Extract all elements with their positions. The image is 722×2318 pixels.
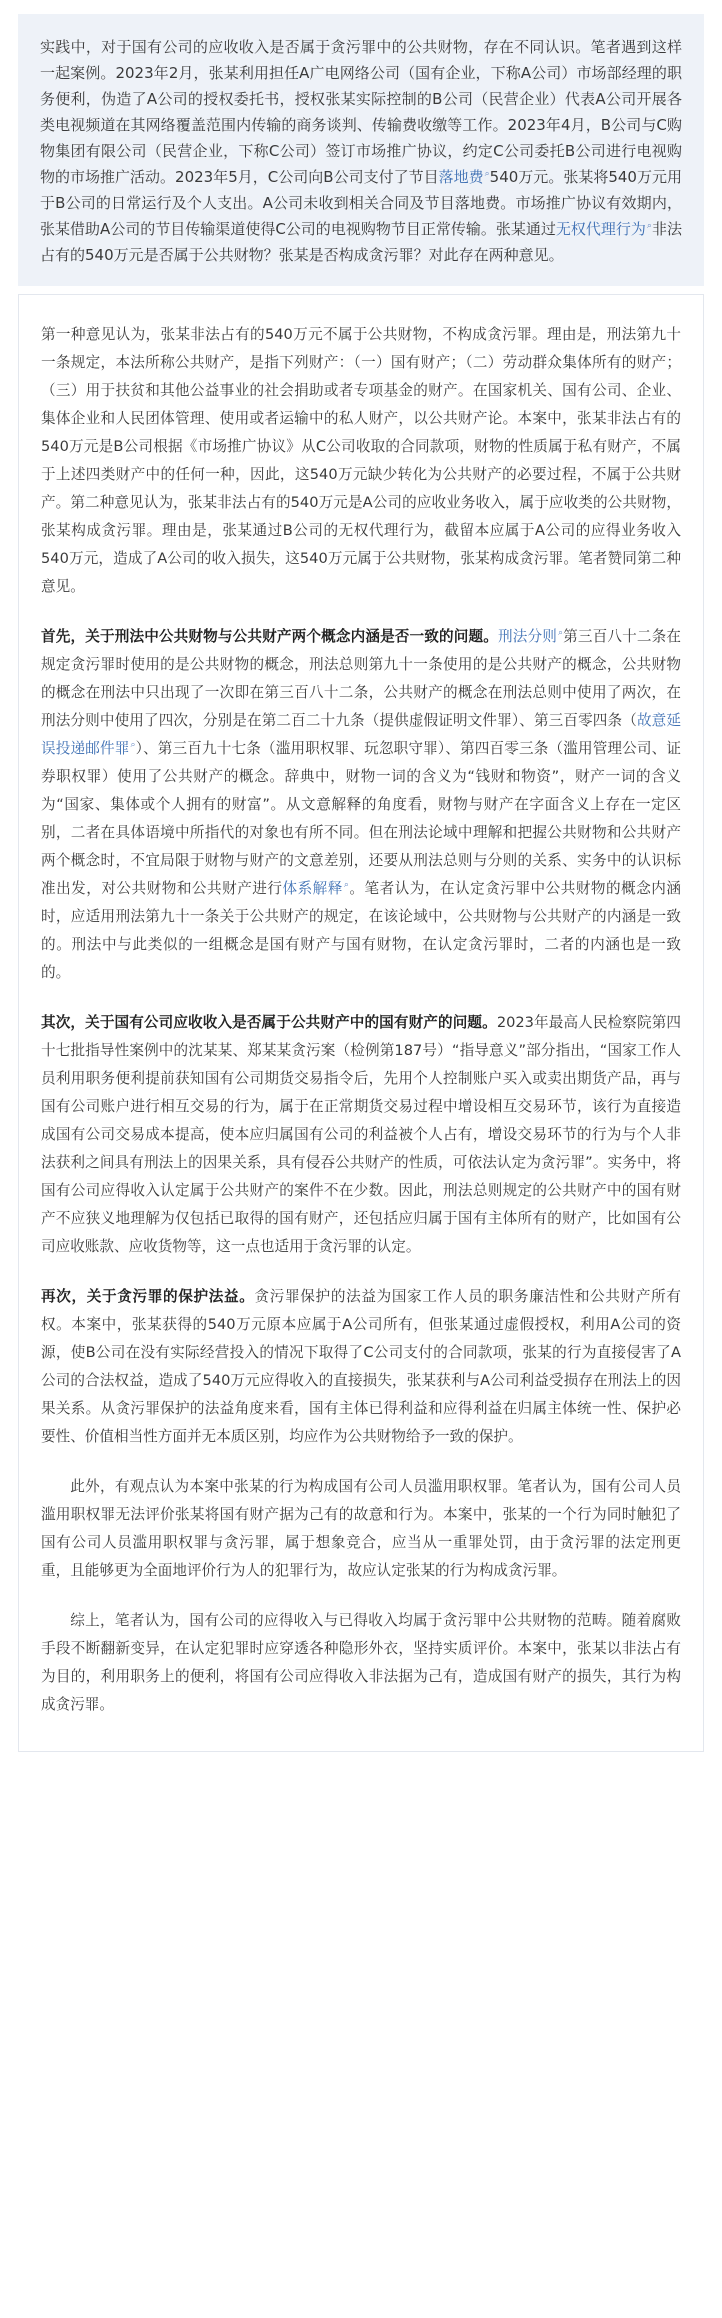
paragraph-second-point <box>41 1009 681 1261</box>
case-summary-text: 实践中，对于国有公司的应收收入是否属于贪污罪中的公共财物，存在不同认识。笔者遇到这样一起案例。2023年2月，张某利用担任A广电网络公司（国有企业，下称A公司）市场部经理的职务便利，伪造了A公司的授权委托书，授权张某实际控制的B公司（民营企业）代表A公司开展各类电视频道在其网络覆盖范围内传输的商务谈判、传输费收缴等工作。2023年4月，B公司与C购物集团有限公司（民营企业，下称C公司）签订市场推广协议，约定C公司委托B公司进行电视购物的市场推广活动。2023年5月，C公司向B公司支付了节目 <box>40 38 682 186</box>
second-point-text: 2023年最高人民检察院第四十七批指导性案例中的沈某某、郑某某贪污案（检例第187号）“指导意义”部分指出，“国家工作人员利用职务便利提前获知国有公司期货交易指令后，先用个人控制账户买入或卖出期货产品，再与国有公司账户进行相互交易的行为，属于在正常期货交易过程中增设相互交易环节，该行为直接造成国有公司交易成本提高，使本应归属国有公司的利益被个人占有，增设交易环节的行为与个人非法获利之间具有刑法上的因果关系，具有侵吞公共财产的性质，可依法认定为贪污罪”。实务中，将国有公司应得收入认定属于公共财产的案件不在少数。因此，刑法总则规定的公共财产中的国有财产不应狭义地理解为仅包括已取得的国有财产，还包括应归属于国有主体所有的财产，比如国有公司应收账款、应收货物等，这一点也适用于贪污罪的认定。 <box>41 1014 681 1255</box>
paragraph-opinions: 第一种意见认为，张某非法占有的540万元不属于公共财物，不构成贪污罪。理由是，刑法第九十一条规定，本法所称公共财产，是指下列财产：（一）国有财产；（二）劳动群众集体所有的财产；（三）用于扶贫和其他公益事业的社会捐助或者专项基金的财产。在国家机关、国有公司、企业、集体企业和人民团体管理、使用或者运输中的私人财产，以公共财产论。本案中，张某非法占有的540万元是B公司根据《市场推广协议》从C公司收取的合同款项，财物的性质属于私有财产，不属于上述四类财产中的任何一种，因此，这540万元缺少转化为公共财产的必要过程，不属于公共财产。第二种意见认为，张某非法占有的540万元是A公司的应收业务收入，属于应收类的公共财物，张某构成贪污罪。理由是，张某通过B公司的无权代理行为，截留本应属于A公司的应得业务收入540万元，造成了A公司的收入损失，这540万元属于公共财物，张某构成贪污罪。笔者赞同第二种意见。 <box>41 326 681 595</box>
paragraph-conclusion: 综上，笔者认为，国有公司的应得收入与已得收入均属于贪污罪中公共财物的范畴。随着腐败手段不断翻新变异，在认定犯罪时应穿透各种隐形外衣，坚持实质评价。本案中，张某以非法占有为目的，利用职务上的便利，将国有公司应得收入非法据为己有，造成国有财产的损失，其行为构成贪污罪。 <box>41 1612 681 1713</box>
first-point-heading: 首先，关于刑法中公共财物与公共财产两个概念内涵是否一致的问题。 <box>41 628 499 645</box>
search-small-icon[interactable]: ⌕ <box>484 169 490 179</box>
search-small-icon[interactable]: ⌕ <box>343 880 349 891</box>
link-unauthorized-agency[interactable]: 无权代理行为 <box>555 220 646 238</box>
case-summary-text-2: 540万元。张某将540万元用于B公司的日常运行及个人支出。A公司未收到相关合同及节目落地费。市场推广协议有效期内，张某借助A公司的节目传输渠道使得C公司的电视购物节目正常传输。张某通过 <box>40 168 682 238</box>
second-point-heading: 其次，关于国有公司应收收入是否属于公共财产中的国有财产的问题。 <box>41 1014 497 1031</box>
third-point-text: 贪污罪保护的法益为国家工作人员的职务廉洁性和公共财产所有权。本案中，张某获得的540万元原本应属于A公司所有，但张某通过虚假授权，利用A公司的资源，使B公司在没有实际经营投入的情况下取得了C公司支付的合同款项，张某的行为直接侵害了A公司的合法权益，造成了540万元应得收入的直接损失，张某获利与A公司利益受损存在刑法上的因果关系。从贪污罪保护的法益角度来看，国有主体已得利益和应得利益在归属主体统一性、保护必要性、价值相当性方面并无本质区别，均应作为公共财物给予一致的保护。 <box>41 1288 681 1445</box>
case-summary-box <box>18 14 704 286</box>
first-point-text: 第三百八十二条在规定贪污罪时使用的是公共财物的概念，刑法总则第九十一条使用的是公共财产的概念，公共财物的概念在刑法中只出现了一次即在第三百八十二条，公共财产的概念在刑法总则中使用了两次，在刑法分则中使用了四次，分别是在第二百二十九条（提供虚假证明文件罪）、第三百零四条（ <box>41 628 681 729</box>
article-body <box>18 294 704 1752</box>
case-summary-text-3: 非法占有的540万元是否属于公共财物？张某是否构成贪污罪？对此存在两种意见。 <box>40 220 682 264</box>
third-point-heading: 再次，关于贪污罪的保护法益。 <box>41 1288 255 1305</box>
search-small-icon[interactable]: ⌕ <box>130 740 136 751</box>
search-small-icon[interactable]: ⌕ <box>557 628 564 639</box>
first-point-text-2: ）、第三百九十七条（滥用职权罪、玩忽职守罪）、第四百零三条（滥用管理公司、证券职权罪）使用了公共财产的概念。辞典中，财物一词的含义为“钱财和物资”，财产一词的含义为“国家、集体或个人拥有的财富”。从文意解释的角度看，财物与财产在字面含义上存在一定区别，二者在具体语境中所指代的对象也有所不同。但在刑法论域中理解和把握公共财物和公共财产两个概念时，不宜局限于财物与财产的文意差别，还要从刑法总则与分则的关系、实务中的认识标准出发，对公共财物和公共财产进行 <box>41 740 681 897</box>
paragraph-third-point <box>41 1283 681 1451</box>
paragraph-first-point <box>41 623 681 987</box>
link-criminal-law-specific[interactable]: 刑法分则 <box>498 628 557 645</box>
paragraph-additional-view: 此外，有观点认为本案中张某的行为构成国有公司人员滥用职权罪。笔者认为，国有公司人员滥用职权罪无法评价张某将国有财产据为己有的故意和行为。本案中，张某的一个行为同时触犯了国有公司人员滥用职权罪与贪污罪，属于想象竞合，应当从一重罪处罚，由于贪污罪的法定刑更重，且能够更为全面地评价行为人的犯罪行为，故应认定张某的行为构成贪污罪。 <box>41 1478 681 1579</box>
first-point-text-3: 。笔者认为，在认定贪污罪中公共财物的概念内涵时，应适用刑法第九十一条关于公共财产的规定，在该论域中，公共财物与公共财产的内涵是一致的。刑法中与此类似的一组概念是国有财产与国有财物，在认定贪污罪时，二者的内涵也是一致的。 <box>41 880 681 981</box>
search-small-icon[interactable]: ⌕ <box>646 221 652 231</box>
link-mail-delay-crime[interactable]: 故意延误投递邮件罪 <box>41 712 681 757</box>
link-systematic-interpretation[interactable]: 体系解释 <box>282 880 343 897</box>
link-landing-fee[interactable]: 落地费 <box>438 168 484 186</box>
